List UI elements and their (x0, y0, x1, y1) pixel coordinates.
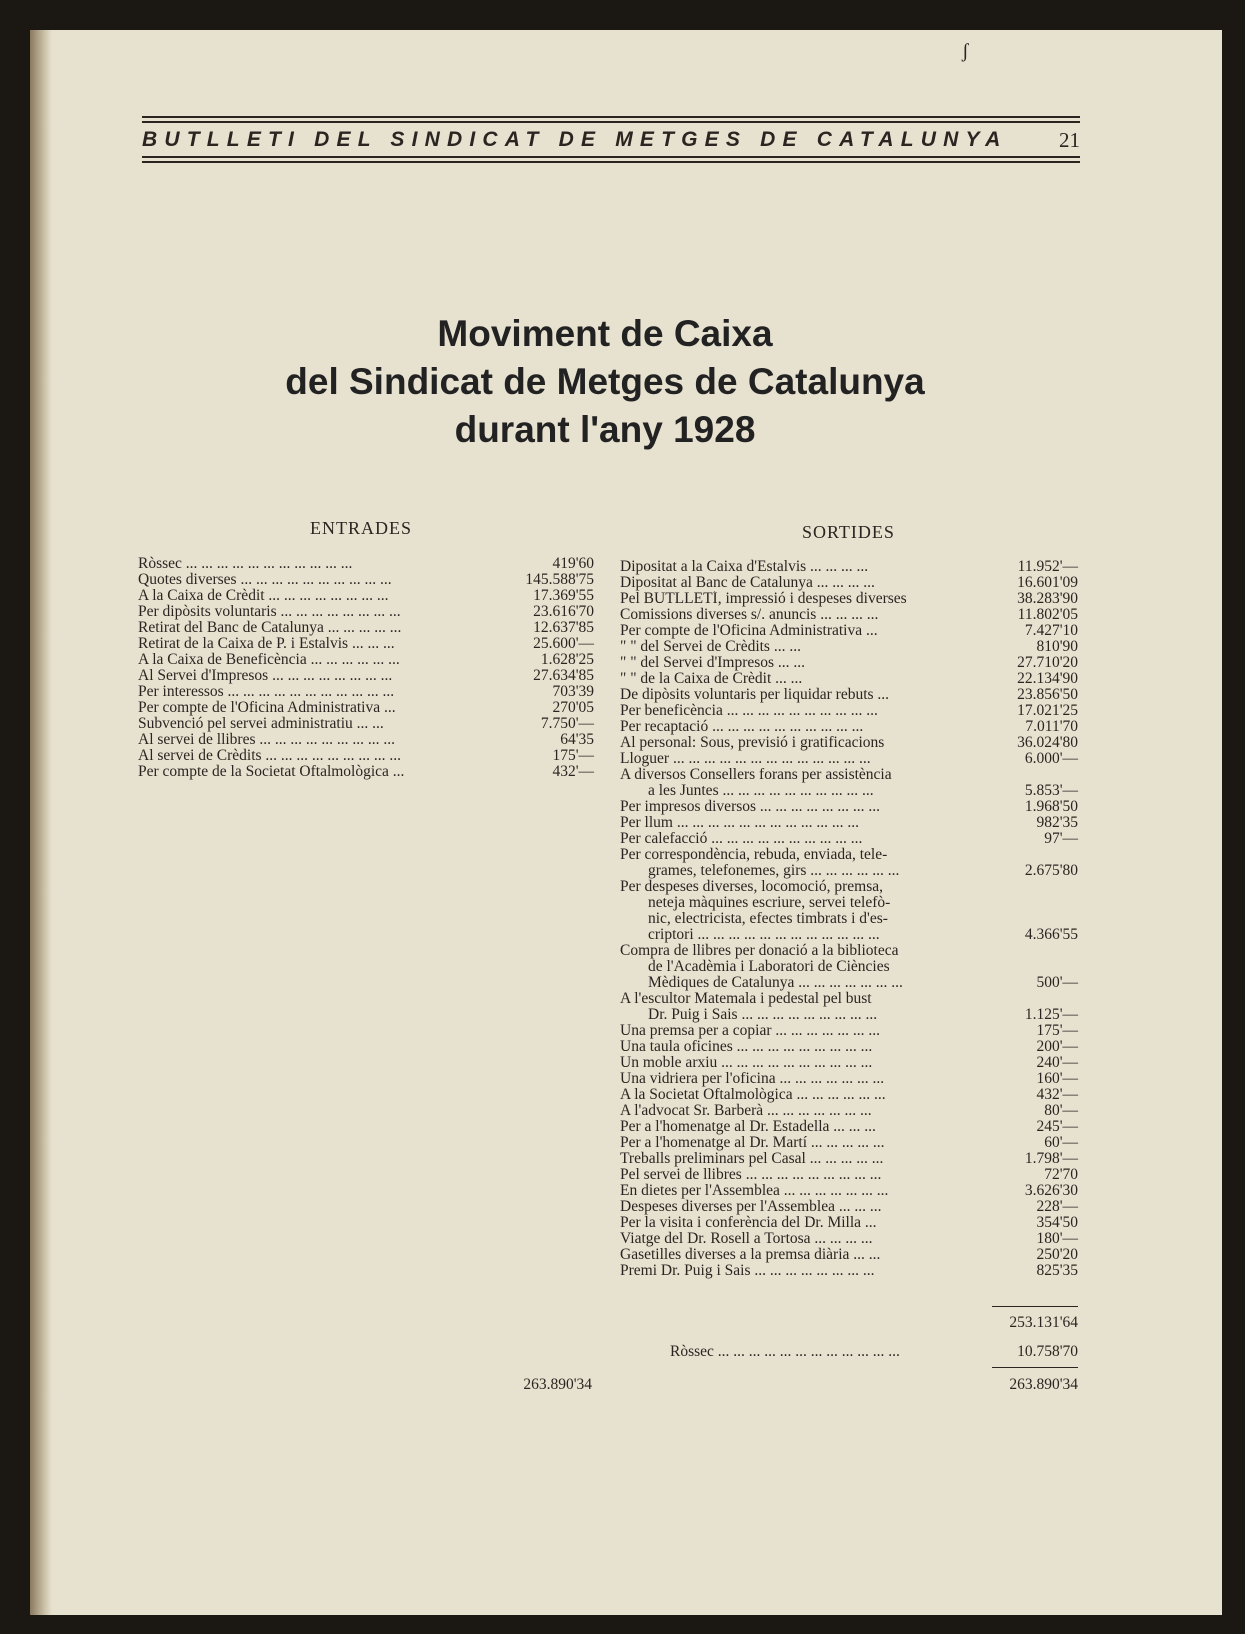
ledger-value: 23.616'70 (533, 603, 594, 620)
ledger-value: 11.802'05 (1017, 606, 1078, 623)
ledger-row (620, 1231, 1078, 1247)
ledger-value: 6.000'— (1024, 750, 1078, 767)
ledger-value: 1.628'25 (540, 651, 594, 668)
book-spine (30, 30, 52, 1615)
ledger-row (620, 959, 1078, 975)
ledger-row (620, 1167, 1078, 1183)
ledger-row (620, 911, 1078, 927)
ledger-label: Per beneficència ... ... ... ... ... ... ... ... ... ... (620, 703, 878, 719)
ledger-label: Ròssec ... ... ... ... ... ... ... ... ... ... ... (138, 556, 353, 572)
ledger-label: a les Juntes ... ... ... ... ... ... ... ... ... ... (648, 783, 874, 799)
ledger-row (620, 799, 1078, 815)
document-title (200, 310, 1010, 454)
ledger-label: Una taula oficines ... ... ... ... ... ... ... ... ... (620, 1039, 873, 1055)
ledger-row (620, 895, 1078, 911)
ledger-value: 64'35 (560, 731, 594, 748)
ledger-label: de l'Acadèmia i Laboratori de Ciències (648, 959, 890, 975)
ledger-value: 17.021'25 (1017, 702, 1078, 719)
ledger-value: 1.798'— (1024, 1150, 1078, 1167)
ink-mark: ʃ (962, 40, 969, 62)
ledger-label: " " del Servei de Crèdits ... ... (620, 639, 801, 655)
ledger-row (620, 687, 1078, 703)
ledger-row (620, 1215, 1078, 1231)
ledger-row (138, 732, 594, 748)
ledger-label: Pel servei de llibres ... ... ... ... ... ... ... ... ... (620, 1167, 882, 1183)
ledger-row (138, 668, 594, 684)
ledger-value: 23.856'50 (1017, 686, 1078, 703)
ledger-row (620, 751, 1078, 767)
ledger-row (138, 556, 594, 572)
ledger-label: Per despeses diverses, locomoció, premsa, (620, 879, 884, 895)
ledger-label: Retirat de la Caixa de P. i Estalvis ... ... ... (138, 636, 395, 652)
rossec-label: Ròssec ... ... ... ... ... ... ... ... ... ... ... ... (670, 1344, 900, 1360)
ledger-label: Pel BUTLLETÍ, impressió i despeses diverses (620, 591, 907, 607)
ledger-value: 1.968'50 (1024, 798, 1078, 815)
ledger-value: 11.952'— (1017, 558, 1078, 575)
header-rule-bottom (142, 156, 1080, 158)
ledger-label: Un moble arxiu ... ... ... ... ... ... ... ... ... ... (620, 1055, 873, 1071)
ledger-value: 12.637'85 (533, 619, 594, 636)
ledger-label: Retirat del Banc de Catalunya ... ... ... ... ... (138, 620, 402, 636)
entrades-heading: ENTRADES (310, 518, 412, 538)
ledger-value: 354'50 (1036, 1214, 1078, 1231)
ledger-row (620, 863, 1078, 879)
ledger-label: Premi Dr. Puig i Sais ... ... ... ... ... ... ... ... (620, 1263, 875, 1279)
ledger-label: Una premsa per a copiar ... ... ... ... ... ... ... (620, 1023, 880, 1039)
ledger-row (620, 975, 1078, 991)
ledger-row (620, 927, 1078, 943)
ledger-value: 245'— (1036, 1118, 1078, 1135)
ledger-label: Al personal: Sous, previsió i gratificacions (620, 735, 885, 751)
total-rule (992, 1367, 1078, 1368)
ledger-row (620, 1151, 1078, 1167)
ledger-row (620, 879, 1078, 895)
rossec-value: 10.758'70 (1017, 1343, 1078, 1360)
ledger-row (138, 684, 594, 700)
ledger-row (138, 620, 594, 636)
ledger-label: Per la visita i conferència del Dr. Milla ... (620, 1215, 877, 1231)
ledger-value: 27.710'20 (1017, 654, 1078, 671)
sortides-subtotal: 253.131'64 (1009, 1314, 1078, 1331)
ledger-value: 7.011'70 (1025, 718, 1078, 735)
ledger-label: Per impresos diversos ... ... ... ... ... ... ... ... (620, 799, 881, 815)
ledger-label: En dietes per l'Assemblea ... ... ... ... ... ... ... (620, 1183, 889, 1199)
ledger-label: De dipòsits voluntaris per liquidar rebuts ... (620, 687, 890, 703)
ledger-row (620, 1023, 1078, 1039)
ledger-label: Al Servei d'Impresos ... ... ... ... ... ... ... ... (138, 668, 393, 684)
ledger-label: " " de la Caixa de Crèdit ... ... (620, 671, 803, 687)
ledger-value: 250'20 (1036, 1246, 1078, 1263)
ledger-value: 228'— (1036, 1198, 1078, 1215)
ledger-row (138, 588, 594, 604)
ledger-label: Viatge del Dr. Rosell a Tortosa ... ... ... ... (620, 1231, 873, 1247)
ledger-row (138, 716, 594, 732)
ledger-value: 36.024'80 (1017, 734, 1078, 751)
ledger-row (620, 1199, 1078, 1215)
ledger-value: 982'35 (1036, 814, 1078, 831)
ledger-value: 432'— (1036, 1086, 1078, 1103)
page-number: 21 (1059, 127, 1080, 152)
ledger-value: 16.601'09 (1017, 574, 1078, 591)
header-rule-top (142, 116, 1080, 118)
ledger-label: Per recaptació ... ... ... ... ... ... ... ... ... ... (620, 719, 864, 735)
ledger-row (620, 1103, 1078, 1119)
ledger-label: criptori ... ... ... ... ... ... ... ... ... ... ... ... (648, 927, 880, 943)
ledger-label: Per dipòsits voluntaris ... ... ... ... ... ... ... ... (138, 604, 401, 620)
ledger-row (620, 943, 1078, 959)
journal-title: BUTLLETI DEL SINDICAT DE METGES DE CATALUNYA (142, 128, 1008, 151)
ledger-label: Dr. Puig i Sais ... ... ... ... ... ... ... ... ... (648, 1007, 878, 1023)
entrades-total: 263.890'34 (523, 1376, 592, 1393)
ledger-row (620, 703, 1078, 719)
sortides-total: 263.890'34 (1009, 1376, 1078, 1393)
ledger-row (620, 639, 1078, 655)
ledger-row (620, 719, 1078, 735)
ledger-value: 7.427'10 (1024, 622, 1078, 639)
ledger-value: 200'— (1036, 1038, 1078, 1055)
ledger-row (138, 572, 594, 588)
ledger-label: Al servei de llibres ... ... ... ... ... ... ... ... ... (138, 732, 396, 748)
ledger-label: Dipositat a la Caixa d'Estalvis ... ... ... ... (620, 559, 869, 575)
ledger-label: Per llum ... ... ... ... ... ... ... ... ... ... ... ... (620, 815, 859, 831)
ledger-value: 7.750'— (540, 715, 594, 732)
ledger-row (620, 735, 1078, 751)
ledger-label: Per correspondència, rebuda, enviada, tele- (620, 847, 888, 863)
ledger-label: A la Caixa de Beneficència ... ... ... ... ... ... (138, 652, 400, 668)
ledger-value: 810'90 (1036, 638, 1078, 655)
ledger-row (620, 831, 1078, 847)
ledger-row (620, 783, 1078, 799)
ledger-value: 25.600'— (533, 635, 594, 652)
ledger-row (620, 1183, 1078, 1199)
ledger-value: 2.675'80 (1024, 862, 1078, 879)
ledger-label: grames, telefonemes, girs ... ... ... ... ... ... (648, 863, 900, 879)
ledger-row (620, 767, 1078, 783)
ledger-row (138, 604, 594, 620)
ledger-label: A l'advocat Sr. Barberà ... ... ... ... ... ... ... (620, 1103, 872, 1119)
ledger-row (620, 1263, 1078, 1279)
ledger-row (620, 591, 1078, 607)
ledger-row (620, 1135, 1078, 1151)
ledger-value: 80'— (1044, 1102, 1078, 1119)
ledger-value: 419'60 (552, 555, 594, 572)
ledger-value: 38.283'90 (1017, 590, 1078, 607)
ledger-value: 17.369'55 (533, 587, 594, 604)
ledger-value: 72'70 (1044, 1166, 1078, 1183)
ledger-row (620, 1247, 1078, 1263)
ledger-label: Subvenció pel servei administratiu ... ... (138, 716, 384, 732)
ledger-row (620, 1055, 1078, 1071)
ledger-label: nic, electricista, efectes timbrats i d'es- (648, 911, 888, 927)
ledger-row (138, 764, 594, 780)
ledger-value: 145.588'75 (525, 571, 594, 588)
ledger-value: 175'— (1036, 1022, 1078, 1039)
ledger-row (620, 1007, 1078, 1023)
ledger-row (620, 1071, 1078, 1087)
ledger-label: Quotes diverses ... ... ... ... ... ... ... ... ... ... (138, 572, 392, 588)
ledger-value: 703'39 (552, 683, 594, 700)
ledger-row (620, 623, 1078, 639)
ledger-row (138, 748, 594, 764)
ledger-value: 4.366'55 (1024, 926, 1078, 943)
running-header (142, 120, 1080, 160)
ledger-label: Gasetilles diverses a la premsa diària ... ... (620, 1247, 881, 1263)
ledger-value: 160'— (1036, 1070, 1078, 1087)
ledger-row (138, 636, 594, 652)
ledger-label: A la Caixa de Crèdit ... ... ... ... ... ... ... ... (138, 588, 389, 604)
ledger-row (620, 815, 1078, 831)
ledger-row (620, 847, 1078, 863)
ledger-value: 825'35 (1036, 1262, 1078, 1279)
ledger-row (620, 1119, 1078, 1135)
entrades-list (138, 556, 594, 780)
ledger-value: 270'05 (552, 699, 594, 716)
ledger-row (620, 1039, 1078, 1055)
ledger-row (620, 607, 1078, 623)
ledger-label: " " del Servei d'Impresos ... ... (620, 655, 806, 671)
ledger-value: 22.134'90 (1017, 670, 1078, 687)
ledger-value: 5.853'— (1024, 782, 1078, 799)
ledger-label: Per compte de la Societat Oftalmològica ... (138, 764, 405, 780)
ledger-label: Per compte de l'Oficina Administrativa ... (620, 623, 878, 639)
ledger-row (620, 671, 1078, 687)
ledger-label: Lloguer ... ... ... ... ... ... ... ... ... ... ... ... ... (620, 751, 871, 767)
ledger-value: 432'— (552, 763, 594, 780)
ledger-label: Per compte de l'Oficina Administrativa ... (138, 700, 396, 716)
ledger-label: Dipositat al Banc de Catalunya ... ... ... ... (620, 575, 875, 591)
ledger-label: Per interessos ... ... ... ... ... ... ... ... ... ... ... (138, 684, 395, 700)
ledger-value: 97'— (1044, 830, 1078, 847)
sortides-heading: SORTIDES (802, 522, 895, 542)
ledger-row (620, 991, 1078, 1007)
ledger-row (138, 700, 594, 716)
ledger-label: Per calefacció ... ... ... ... ... ... ... ... ... ... (620, 831, 863, 847)
rossec-row (670, 1344, 1078, 1360)
ledger-value: 60'— (1044, 1134, 1078, 1151)
ledger-label: Al servei de Crèdits ... ... ... ... ... ... ... ... ... (138, 748, 402, 764)
ledger-label: Una vidriera per l'oficina ... ... ... ... ... ... ... (620, 1071, 885, 1087)
ledger-label: Compra de llibres per donació a la biblioteca (620, 943, 899, 959)
ledger-label: Despeses diverses per l'Assemblea ... ... ... (620, 1199, 882, 1215)
ledger-label: Mèdiques de Catalunya ... ... ... ... ... ... ... (648, 975, 903, 991)
ledger-value: 500'— (1036, 974, 1078, 991)
ledger-row (620, 655, 1078, 671)
ledger-label: Treballs preliminars pel Casal ... ... ... ... ... (620, 1151, 884, 1167)
ledger-row (138, 652, 594, 668)
ledger-label: A diversos Consellers forans per assistència (620, 767, 892, 783)
ledger-row (620, 559, 1078, 575)
ledger-label: Comissions diverses s/. anuncis ... ... ... ... (620, 607, 879, 623)
ledger-label: Per a l'homenatge al Dr. Martí ... ... ... ... ... (620, 1135, 885, 1151)
title-line: del Sindicat de Metges de Catalunya (285, 361, 925, 402)
subtotal-rule (992, 1306, 1078, 1307)
ledger-label: A l'escultor Matemala i pedestal pel bust (620, 991, 872, 1007)
ledger-row (620, 1087, 1078, 1103)
header-rule-bottom-2 (142, 161, 1080, 163)
ledger-value: 175'— (552, 747, 594, 764)
sortides-list (620, 559, 1078, 1279)
ledger-value: 27.634'85 (533, 667, 594, 684)
ledger-value: 180'— (1036, 1230, 1078, 1247)
ledger-value: 3.626'30 (1024, 1182, 1078, 1199)
ledger-label: Per a l'homenatge al Dr. Estadella ... ... ... (620, 1119, 876, 1135)
title-line: durant l'any 1928 (454, 409, 756, 450)
ledger-value: 240'— (1036, 1054, 1078, 1071)
ledger-label: A la Societat Oftalmològica ... ... ... ... ... ... (620, 1087, 886, 1103)
ledger-label: neteja màquines escriure, servei telefò- (648, 895, 891, 911)
title-line: Moviment de Caixa (437, 313, 773, 354)
ledger-row (620, 575, 1078, 591)
ledger-value: 1.125'— (1024, 1006, 1078, 1023)
